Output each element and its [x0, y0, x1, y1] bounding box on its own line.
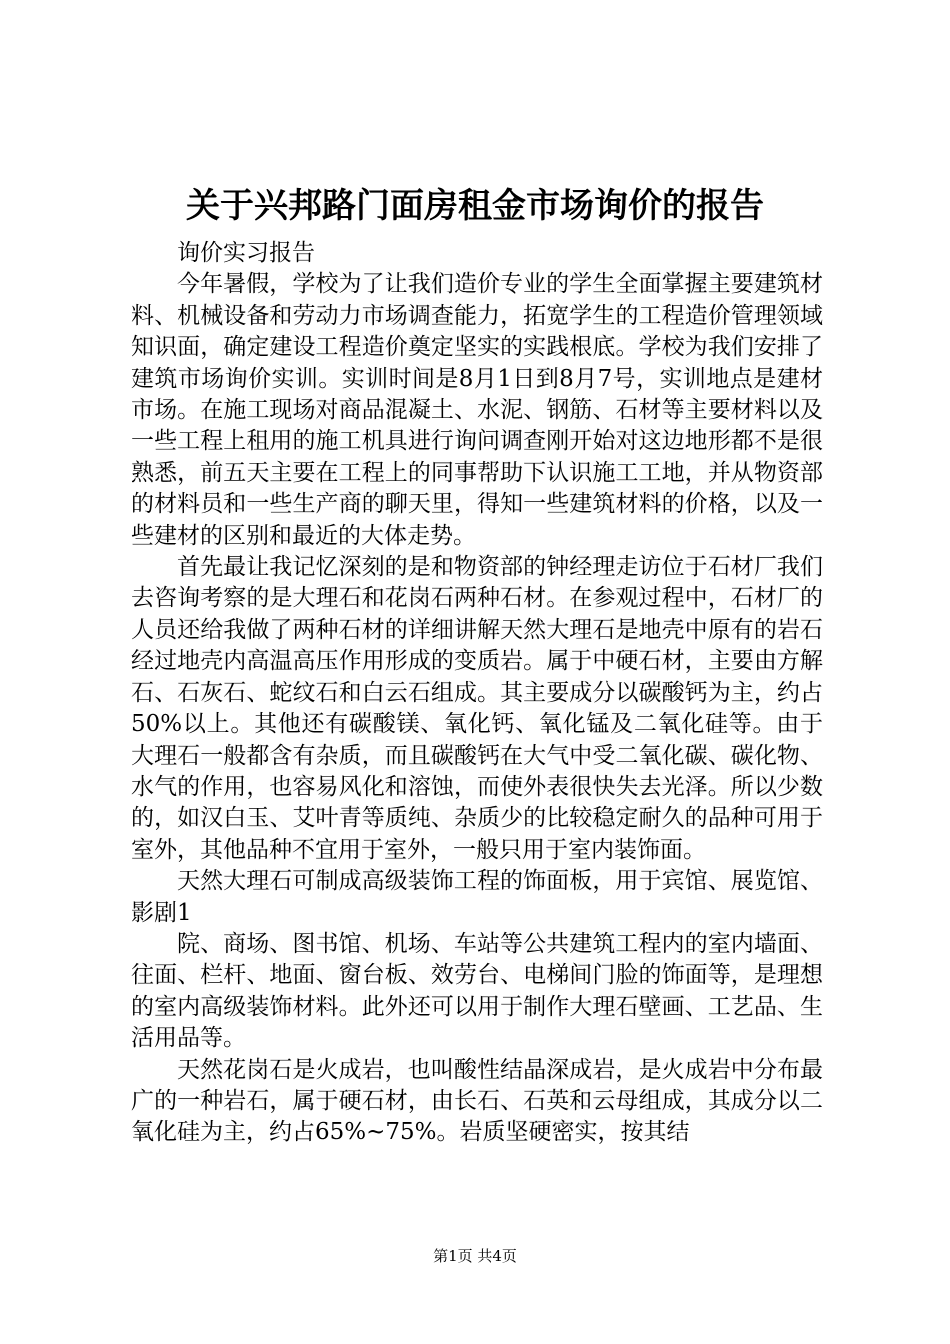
paragraph-stone-visit: 首先最让我记忆深刻的是和物资部的钟经理走访位于石材厂我们去咨询考察的是大理石和花岗石两种石材。在参观过程中，石材厂的人员还给我做了两种石材的详细讲解天然大理石是地壳中原有的岩石经过地壳内高温高压作用形成的变质岩。属于中硬石材，主要由方解石、石灰石、蛇纹石和白云石组成。其主要成分以碳酸钙为主，约占50%以上。其他还有碳酸镁、氧化钙、氧化锰及二氧化硅等。由于大理石一般都含有杂质，而且碳酸钙在大气中受二氧化碳、碳化物、水气的作用，也容易风化和溶蚀，而使外表很快失去光泽。所以少数的，如汉白玉、艾叶青等质纯、杂质少的比较稳定耐久的品种可用于室外，其他品种不宜用于室外，一般只用于室内装饰面。	[131, 554, 823, 863]
page-footer: 第1页 共4页	[433, 1247, 517, 1265]
document-title: 关于兴邦路门面房租金市场询价的报告	[186, 186, 764, 226]
paragraph-marble-use: 天然大理石可制成高级装饰工程的饰面板，用于宾馆、展览馆、影剧1	[131, 868, 823, 926]
paragraph-subtitle: 询价实习报告	[177, 240, 315, 266]
document-body	[131, 238, 823, 1149]
paragraph-granite: 天然花岗石是火成岩，也叫酸性结晶深成岩，是火成岩中分布最广的一种岩石，属于硬石材，由长石、石英和云母组成，其成分以二氧化硅为主，约占65%~75%。岩质坚硬密实，按其结	[131, 1056, 823, 1146]
paragraph-marble-use-continued: 院、商场、图书馆、机场、车站等公共建筑工程内的室内墙面、往面、栏杆、地面、窗台板、效劳台、电梯间门脸的饰面等，是理想的室内高级装饰材料。此外还可以用于制作大理石壁画、工艺品、生活用品等。	[131, 930, 823, 1052]
paragraph-intro: 今年暑假，学校为了让我们造价专业的学生全面掌握主要建筑材料、机械设备和劳动力市场调查能力，拓宽学生的工程造价管理领域知识面，确定建设工程造价奠定坚实的实践根底。学校为我们安排了建筑市场询价实训。实训时间是8月1日到8月7号，实训地点是建材市场。在施工现场对商品混凝土、水泥、钢筋、石材等主要材料以及一些工程上租用的施工机具进行询问调查刚开始对这边地形都不是很熟悉，前五天主要在工程上的同事帮助下认识施工工地，并从物资部的材料员和一些生产商的聊天里，得知一些建筑材料的价格，以及一些建材的区别和最近的大体走势。	[131, 271, 823, 549]
